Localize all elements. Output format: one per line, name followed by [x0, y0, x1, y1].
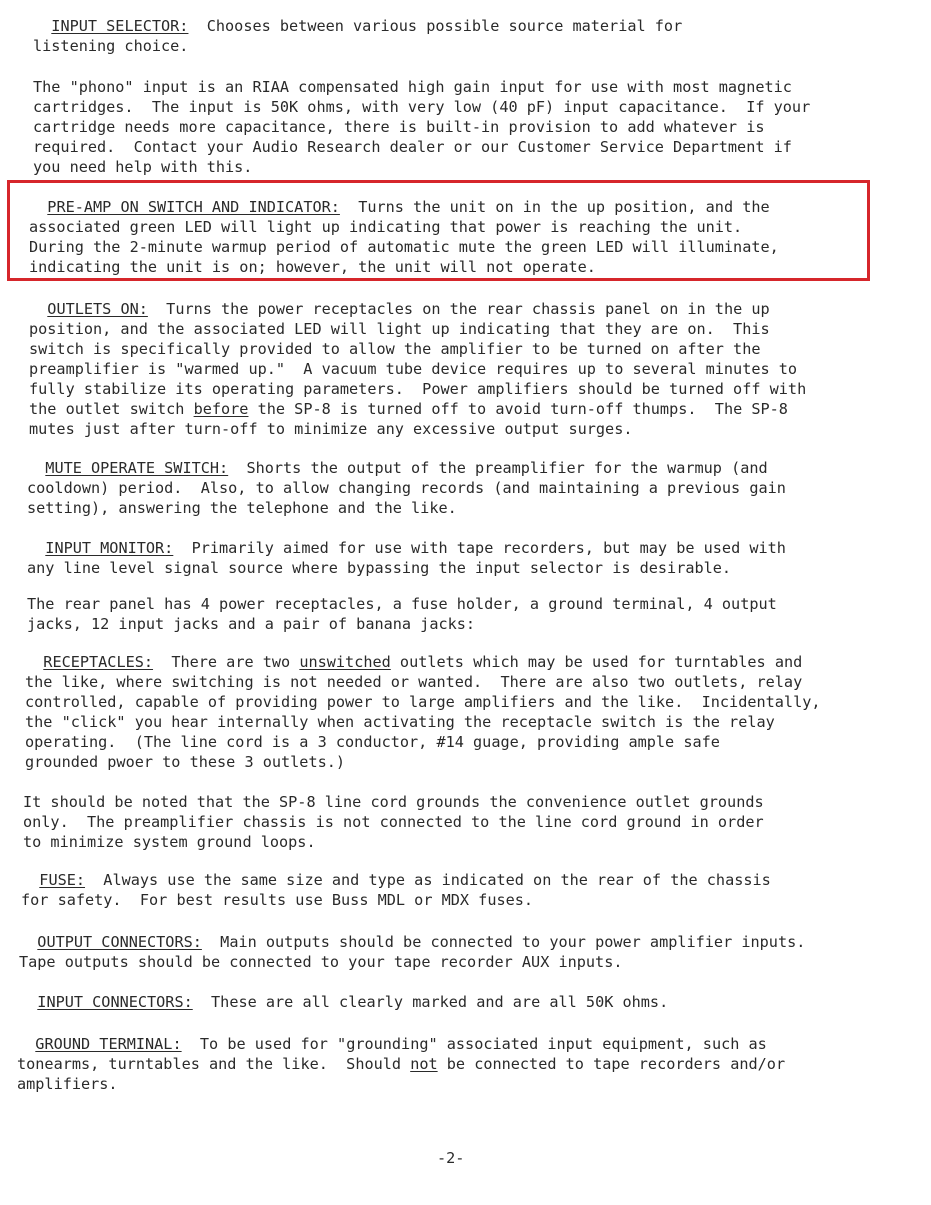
- text-line: [27, 594, 907, 614]
- paragraph-output-connectors: [19, 932, 909, 972]
- text-segment: There are two: [153, 653, 300, 671]
- underlined-text: unswitched: [299, 653, 391, 671]
- text-line: [25, 652, 915, 672]
- underlined-text: INPUT SELECTOR:: [51, 17, 189, 35]
- paragraph-rear-panel: [27, 594, 907, 634]
- text-segment: [25, 653, 43, 671]
- text-segment: Main outputs should be connected to your power amplifier inputs.: [201, 933, 806, 951]
- text-line: [25, 672, 915, 692]
- text-segment: Tape outputs should be connected to your tape recorder AUX inputs.: [19, 953, 623, 971]
- text-segment: [29, 300, 47, 318]
- underlined-text: RECEPTACLES:: [43, 653, 154, 671]
- text-segment: Turns the unit on in the up position, and the: [339, 198, 770, 216]
- text-line: [23, 832, 903, 852]
- underlined-text: OUTLETS ON:: [47, 300, 148, 318]
- text-segment: the SP-8 is turned off to avoid turn-off thumps. The SP-8: [248, 400, 788, 418]
- underlined-text: INPUT CONNECTORS:: [37, 993, 193, 1011]
- underlined-text: OUTPUT CONNECTORS:: [37, 933, 202, 951]
- paragraph-line-cord: [23, 792, 903, 852]
- text-segment: Shorts the output of the preamplifier for the warmup (and: [228, 459, 768, 477]
- text-segment: [19, 933, 37, 951]
- text-line: [33, 16, 913, 36]
- paragraph-outlets-on: [29, 299, 909, 439]
- underlined-text: INPUT MONITOR:: [45, 539, 174, 557]
- text-line: [17, 1054, 897, 1074]
- text-segment: The rear panel has 4 power receptacles, a fuse holder, a ground terminal, 4 output: [27, 595, 777, 613]
- paragraph-input-connectors: [19, 992, 899, 1012]
- text-segment: cooldown) period. Also, to allow changing records (and maintaining a previous gain: [27, 479, 786, 497]
- text-line: [33, 137, 913, 157]
- text-line: [27, 458, 907, 478]
- text-segment: [27, 459, 45, 477]
- underlined-text: PRE-AMP ON SWITCH AND INDICATOR:: [47, 198, 340, 216]
- text-line: [27, 538, 907, 558]
- text-segment: for safety. For best results use Buss MDL or MDX fuses.: [21, 891, 534, 909]
- text-line: [33, 77, 913, 97]
- text-segment: required. Contact your Audio Research dealer or our Customer Service Department if: [33, 138, 792, 156]
- text-segment: the outlet switch: [29, 400, 194, 418]
- text-line: [17, 1074, 897, 1094]
- text-segment: operating. (The line cord is a 3 conductor, #14 guage, providing ample safe: [25, 733, 720, 751]
- text-segment: [19, 993, 37, 1011]
- text-segment: you need help with this.: [33, 158, 253, 176]
- text-segment: fully stabilize its operating parameters. Power amplifiers should be turned off with: [29, 380, 807, 398]
- text-segment: to minimize system ground loops.: [23, 833, 316, 851]
- text-segment: cartridges. The input is 50K ohms, with very low (40 pF) input capacitance. If your: [33, 98, 811, 116]
- text-line: [29, 419, 909, 439]
- text-line: [25, 732, 915, 752]
- text-segment: grounded pwoer to these 3 outlets.): [25, 753, 346, 771]
- text-segment: Always use the same size and type as indicated on the rear of the chassis: [85, 871, 771, 889]
- text-line: [29, 379, 909, 399]
- text-segment: [27, 539, 45, 557]
- text-segment: mutes just after turn-off to minimize any excessive output surges.: [29, 420, 633, 438]
- text-segment: Chooses between various possible source material for: [188, 17, 683, 35]
- page-number: -2-: [437, 1149, 465, 1167]
- text-line: [27, 614, 907, 634]
- paragraph-input-monitor: [27, 538, 907, 578]
- text-line: [21, 890, 901, 910]
- paragraph-phono: [33, 77, 913, 177]
- text-segment: listening choice.: [33, 37, 189, 55]
- text-line: [33, 117, 913, 137]
- text-line: [25, 712, 915, 732]
- text-line: [25, 692, 915, 712]
- text-segment: The "phono" input is an RIAA compensated high gain input for use with most magnetic: [33, 78, 792, 96]
- text-line: [29, 299, 909, 319]
- underlined-text: before: [193, 400, 249, 418]
- paragraph-input-selector: [33, 16, 913, 56]
- text-segment: preamplifier is "warmed up." A vacuum tube device requires up to several minutes to: [29, 360, 798, 378]
- text-line: [23, 792, 903, 812]
- text-segment: outlets which may be used for turntables and: [390, 653, 803, 671]
- text-segment: Primarily aimed for use with tape recorders, but may be used with: [173, 539, 786, 557]
- text-line: [27, 478, 907, 498]
- text-segment: cartridge needs more capacitance, there is built-in provision to add whatever is: [33, 118, 765, 136]
- text-segment: any line level signal source where bypassing the input selector is desirable.: [27, 559, 732, 577]
- text-segment: During the 2-minute warmup period of automatic mute the green LED will illuminate,: [29, 238, 779, 256]
- text-segment: associated green LED will light up indicating that power is reaching the unit.: [29, 218, 743, 236]
- text-line: [33, 157, 913, 177]
- text-segment: switch is specifically provided to allow the amplifier to be turned on after the: [29, 340, 761, 358]
- text-segment: To be used for "grounding" associated input equipment, such as: [181, 1035, 767, 1053]
- text-line: [29, 359, 909, 379]
- underlined-text: GROUND TERMINAL:: [35, 1035, 182, 1053]
- text-segment: only. The preamplifier chassis is not connected to the line cord ground in order: [23, 813, 764, 831]
- text-segment: [33, 17, 51, 35]
- text-line: [19, 932, 909, 952]
- text-segment: the "click" you hear internally when activating the receptacle switch is the relay: [25, 713, 775, 731]
- text-segment: be connected to tape recorders and/or: [437, 1055, 786, 1073]
- text-line: [29, 339, 909, 359]
- underlined-text: MUTE OPERATE SWITCH:: [45, 459, 229, 477]
- text-segment: [21, 871, 39, 889]
- text-segment: position, and the associated LED will light up indicating that they are on. This: [29, 320, 770, 338]
- text-line: [25, 752, 915, 772]
- underlined-text: FUSE:: [39, 871, 86, 889]
- text-segment: [17, 1035, 35, 1053]
- text-line: [21, 870, 901, 890]
- underlined-text: not: [410, 1055, 438, 1073]
- text-segment: the like, where switching is not needed or wanted. There are also two outlets, relay: [25, 673, 803, 691]
- text-segment: Turns the power receptacles on the rear chassis panel on in the up: [147, 300, 770, 318]
- text-line: [29, 319, 909, 339]
- text-line: [33, 97, 913, 117]
- paragraph-ground-terminal: [17, 1034, 897, 1094]
- paragraph-fuse: [21, 870, 901, 910]
- text-segment: These are all clearly marked and are all 50K ohms.: [192, 993, 669, 1011]
- text-segment: amplifiers.: [17, 1075, 118, 1093]
- highlight-box: [7, 180, 870, 281]
- text-segment: tonearms, turntables and the like. Should: [17, 1055, 411, 1073]
- paragraph-mute-operate-switch: [27, 458, 907, 518]
- paragraph-receptacles: [25, 652, 915, 772]
- text-line: [19, 952, 909, 972]
- text-line: [33, 36, 913, 56]
- text-line: [23, 812, 903, 832]
- text-segment: controlled, capable of providing power to large amplifiers and the like. Incidentally,: [25, 693, 821, 711]
- text-line: [27, 558, 907, 578]
- text-line: [29, 399, 909, 419]
- text-line: [17, 1034, 897, 1054]
- text-segment: setting), answering the telephone and the like.: [27, 499, 457, 517]
- text-line: [19, 992, 899, 1012]
- text-segment: jacks, 12 input jacks and a pair of banana jacks:: [27, 615, 476, 633]
- text-segment: indicating the unit is on; however, the unit will not operate.: [29, 258, 596, 276]
- text-segment: It should be noted that the SP-8 line cord grounds the convenience outlet grounds: [23, 793, 764, 811]
- text-line: [27, 498, 907, 518]
